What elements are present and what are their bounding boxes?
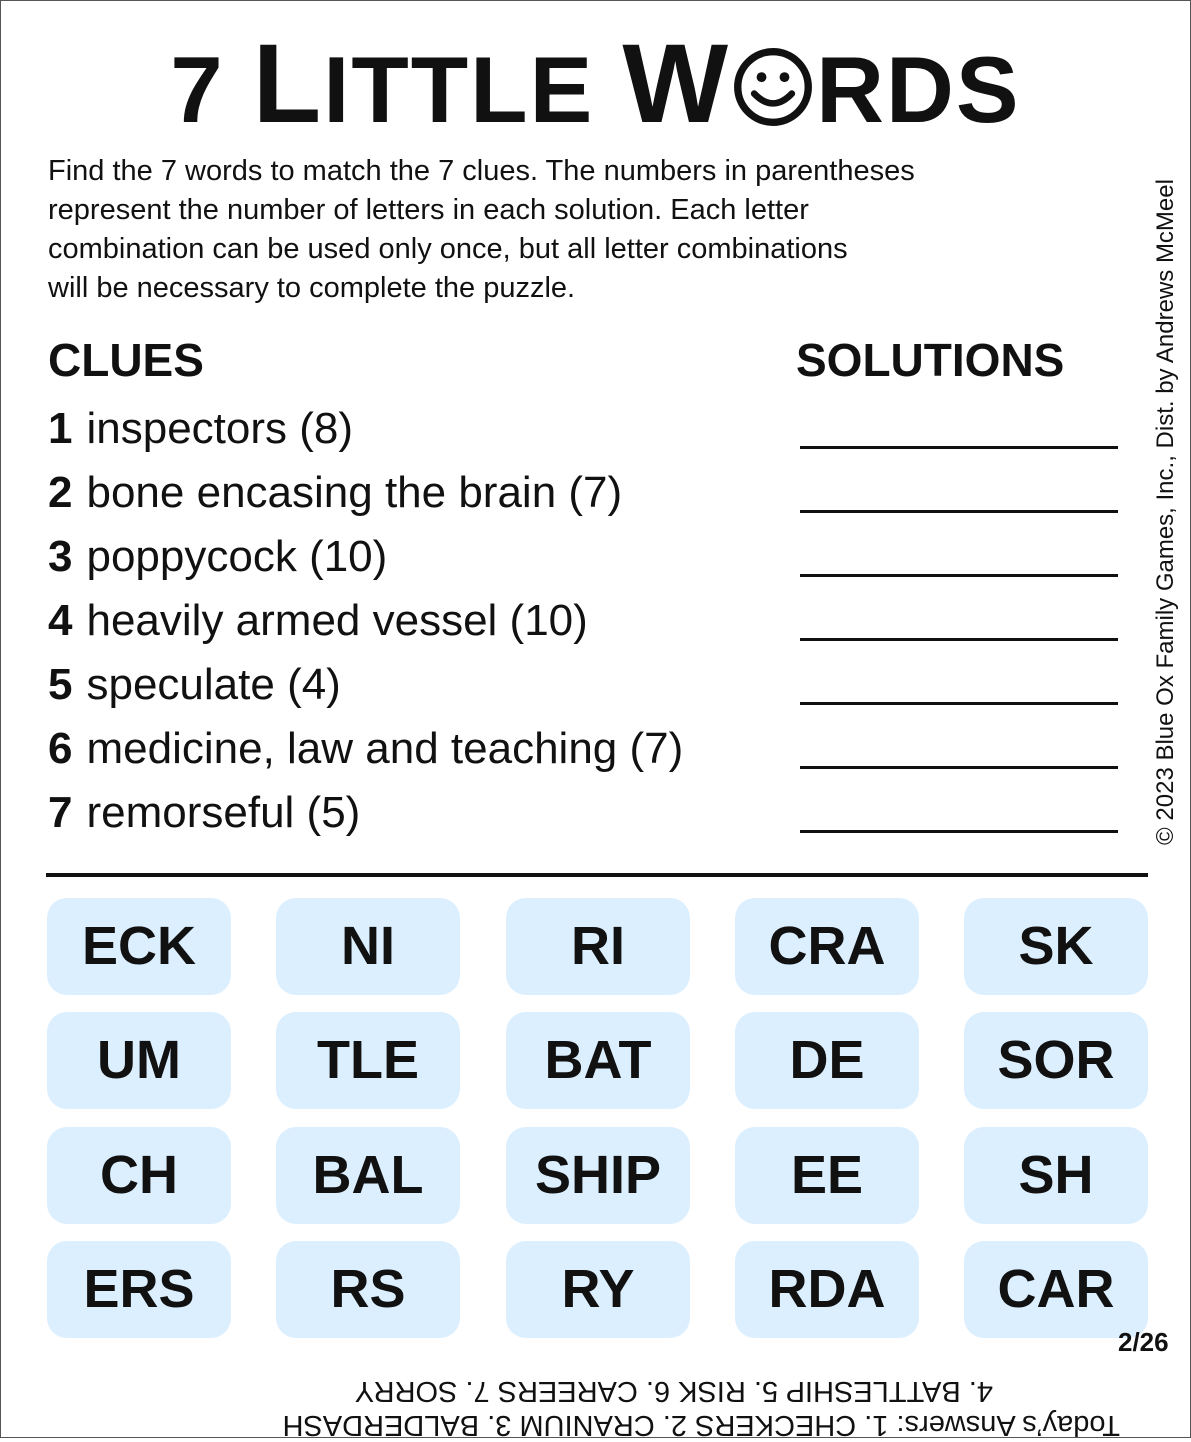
- clue-text: medicine, law and teaching (7): [86, 724, 684, 773]
- clue-row: [48, 467, 622, 519]
- clue-text: inspectors (8): [86, 404, 354, 453]
- letter-tile[interactable]: RDA: [735, 1241, 919, 1338]
- clue-row: [48, 787, 360, 839]
- clue-number: 5: [48, 660, 73, 709]
- clues-heading: CLUES: [48, 334, 204, 386]
- title-word2-rest: RDS: [816, 37, 1021, 142]
- letter-tile[interactable]: RS: [276, 1241, 460, 1338]
- letter-tile[interactable]: UM: [47, 1012, 231, 1109]
- letter-tile[interactable]: ERS: [47, 1241, 231, 1338]
- clue-number: 7: [48, 788, 73, 837]
- solution-blank[interactable]: [800, 830, 1118, 833]
- clue-row: [48, 531, 387, 583]
- solution-blank[interactable]: [800, 638, 1118, 641]
- letter-tile[interactable]: SOR: [964, 1012, 1148, 1109]
- letter-tile[interactable]: SK: [964, 898, 1148, 995]
- solutions-heading: SOLUTIONS: [796, 334, 1065, 386]
- title-word1-initial: L: [252, 21, 324, 146]
- answers-line-1: Today’s Answers: 1. CHECKERS 2. CRANIUM 3. BALDERDASH: [282, 1409, 1120, 1441]
- section-divider: [46, 873, 1148, 877]
- letter-tile[interactable]: EE: [735, 1127, 919, 1224]
- clue-number: 3: [48, 532, 73, 581]
- letter-tile[interactable]: SHIP: [506, 1127, 690, 1224]
- letter-tile[interactable]: ECK: [47, 898, 231, 995]
- clue-row: [48, 659, 341, 711]
- letter-tile[interactable]: CAR: [964, 1241, 1148, 1338]
- puzzle-title: [0, 21, 1191, 146]
- clue-number: 1: [48, 404, 73, 453]
- puzzle-date: 2/26: [1118, 1327, 1169, 1357]
- clue-row: [48, 403, 353, 455]
- clue-text: poppycock (10): [86, 532, 388, 581]
- solution-blank[interactable]: [800, 702, 1118, 705]
- letter-tile[interactable]: BAT: [506, 1012, 690, 1109]
- upside-down-answers: [60, 1370, 1120, 1442]
- letter-tile[interactable]: CRA: [735, 898, 919, 995]
- letter-tile[interactable]: BAL: [276, 1127, 460, 1224]
- title-digit: 7: [170, 37, 225, 142]
- letter-tile[interactable]: NI: [276, 898, 460, 995]
- solution-blank[interactable]: [800, 446, 1118, 449]
- clue-number: 6: [48, 724, 73, 773]
- solution-blank[interactable]: [800, 574, 1118, 577]
- letter-tile[interactable]: TLE: [276, 1012, 460, 1109]
- clue-row: [48, 595, 588, 647]
- letter-tile[interactable]: SH: [964, 1127, 1148, 1224]
- letter-tile[interactable]: CH: [47, 1127, 231, 1224]
- clue-text: bone encasing the brain (7): [86, 468, 623, 517]
- clue-text: heavily armed vessel (10): [86, 596, 588, 645]
- clue-text: speculate (4): [86, 660, 341, 709]
- title-word1-rest: ITTLE: [323, 37, 595, 142]
- solution-blank[interactable]: [800, 766, 1118, 769]
- letter-tile[interactable]: RY: [506, 1241, 690, 1338]
- letter-tile[interactable]: RI: [506, 898, 690, 995]
- copyright-text: © 2023 Blue Ox Family Games, Inc., Dist. by Andrews McMeel: [1152, 179, 1179, 845]
- clue-number: 2: [48, 468, 73, 517]
- instructions: Find the 7 words to match the 7 clues. The numbers in parentheses represent the number of letters in each solution. Each letter combination can be used only once, but all letter combinations will be necessary to complete the puzzle.: [48, 155, 915, 304]
- clue-row: [48, 723, 683, 775]
- letter-tile[interactable]: DE: [735, 1012, 919, 1109]
- solution-blank[interactable]: [800, 510, 1118, 513]
- clue-text: remorseful (5): [86, 788, 361, 837]
- smiley-face-icon: [732, 46, 814, 128]
- answers-line-2: 4. BATTLESHIP 5. RISK 6. CAREERS 7. SORRY: [354, 1375, 993, 1407]
- clue-number: 4: [48, 596, 73, 645]
- title-word2-initial: W: [622, 21, 731, 146]
